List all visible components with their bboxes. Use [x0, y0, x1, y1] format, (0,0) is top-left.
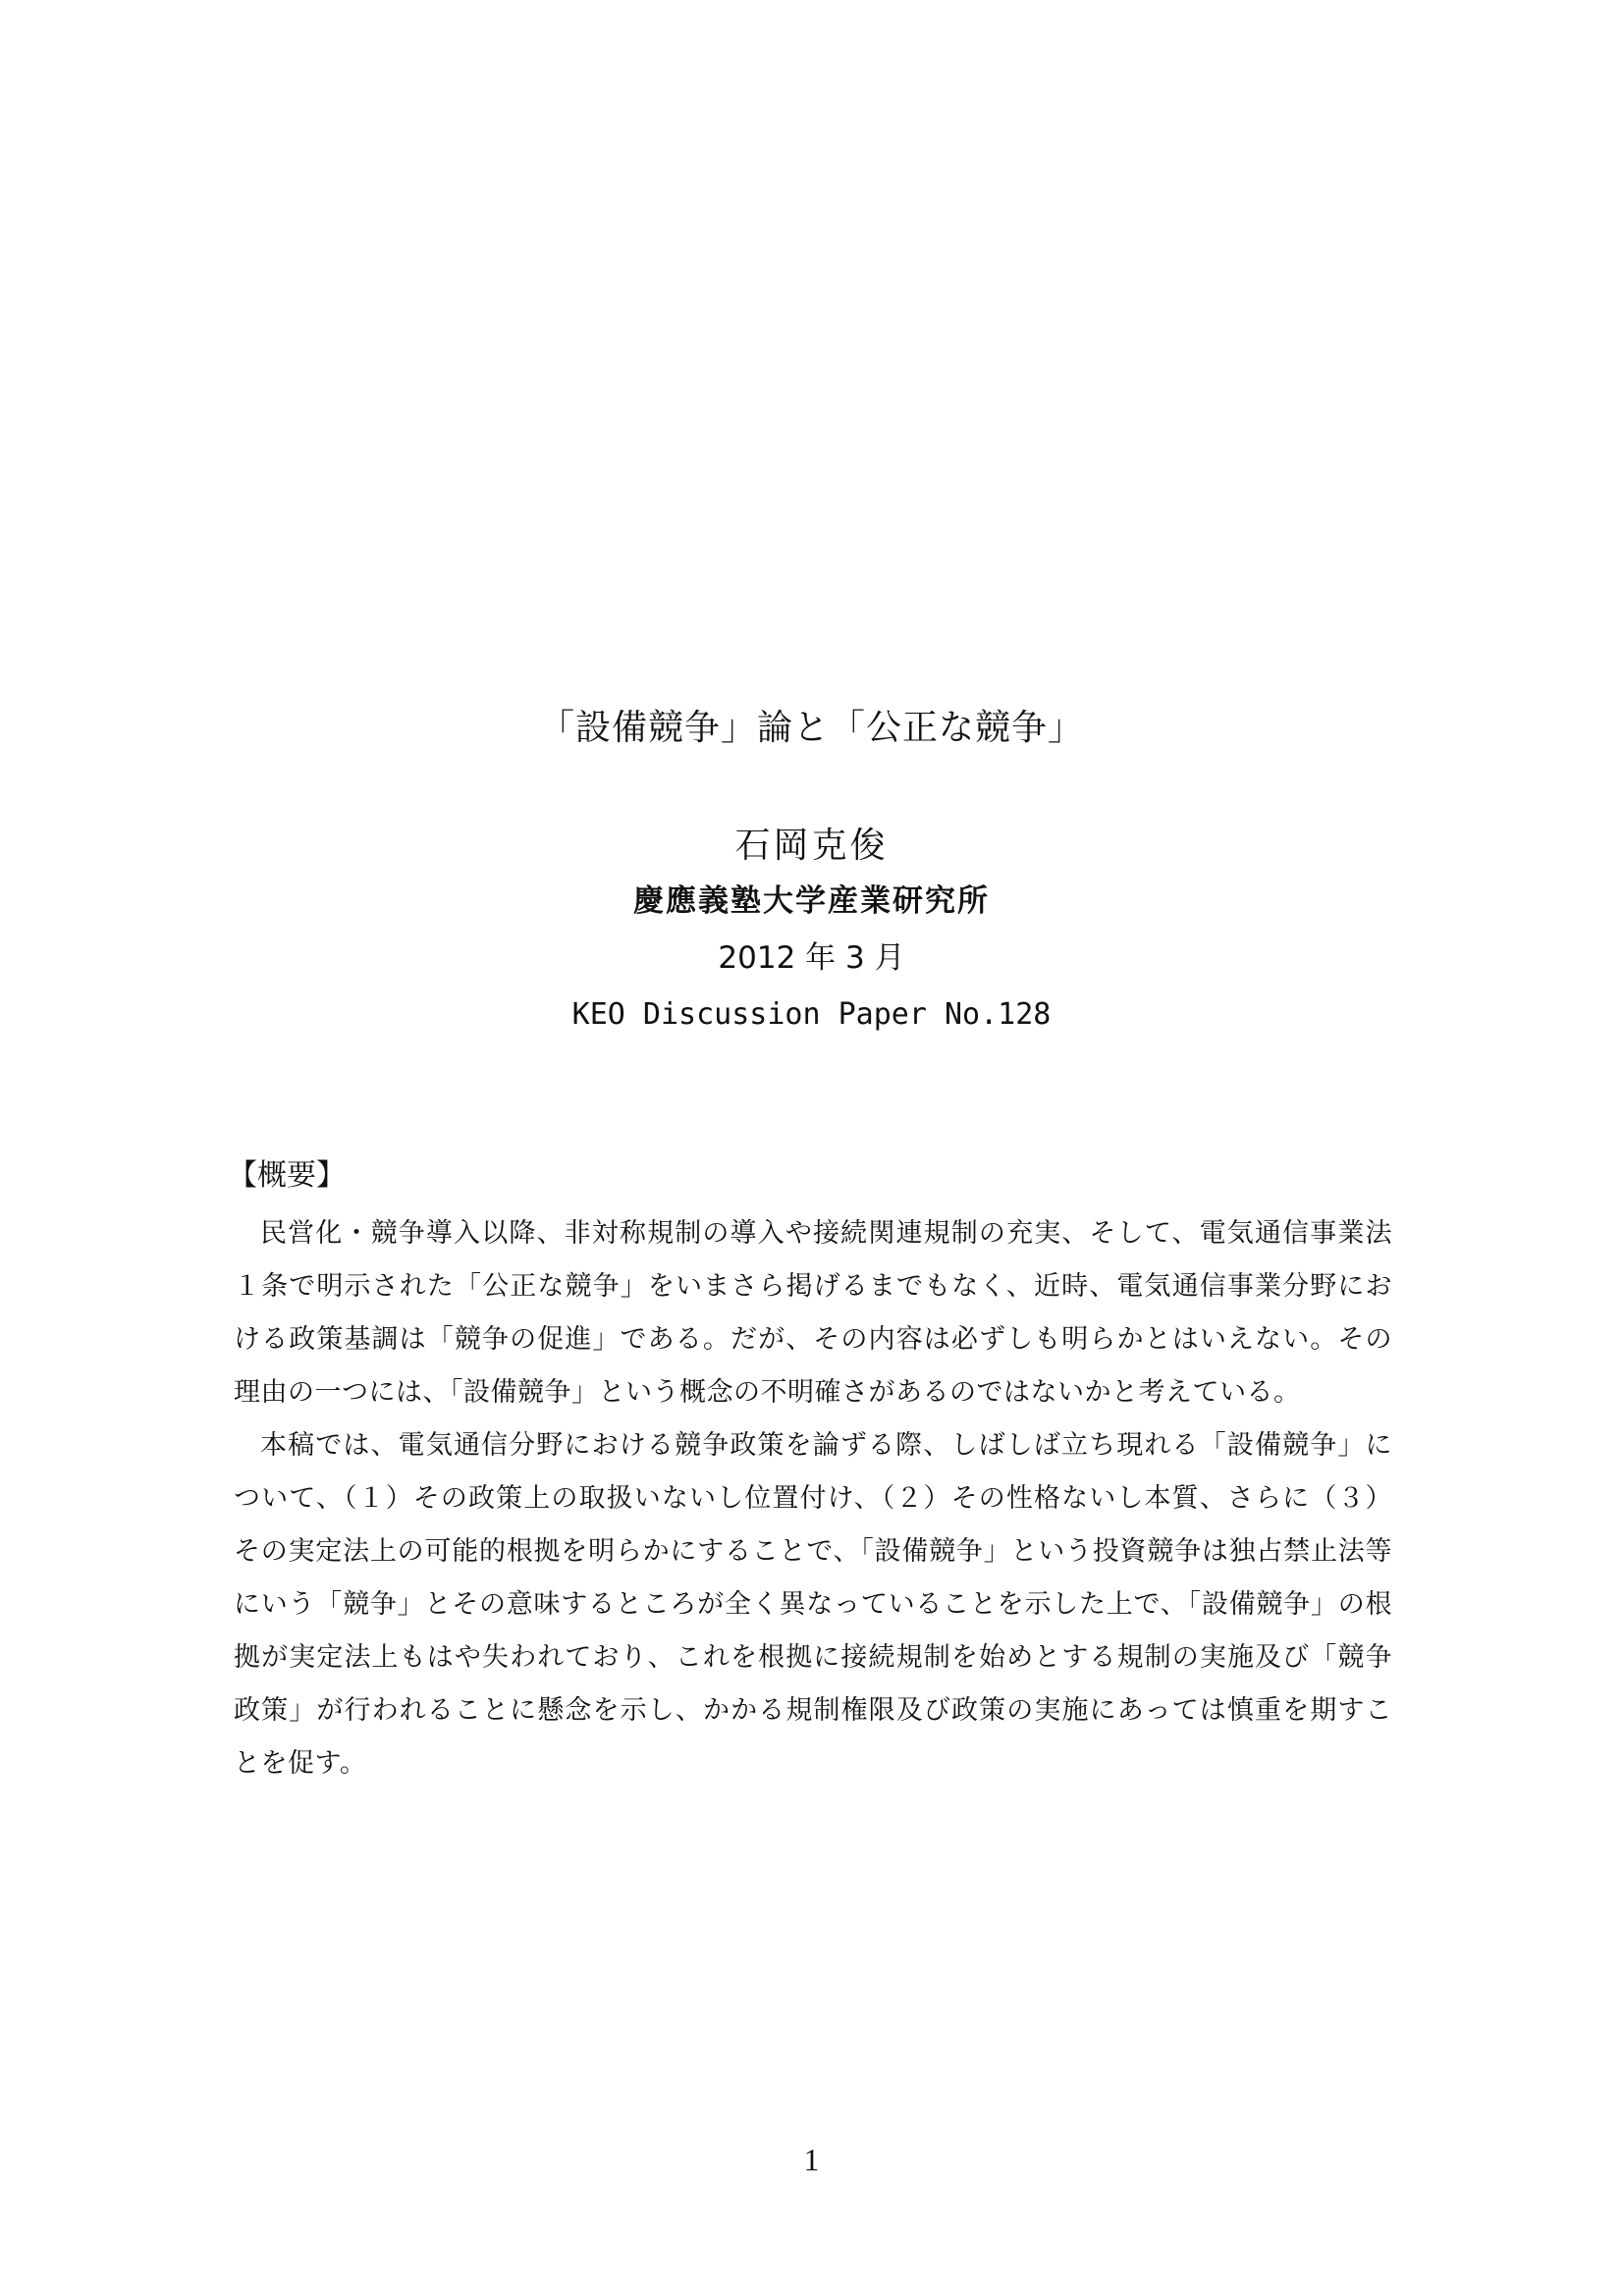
paper-title: 「設備競争」論と「公正な競争」	[538, 708, 1084, 748]
abstract-paragraph: 民営化・競争導入以降、非対称規制の導入や接続関連規制の充実、そして、電気通信事業法１条で明示された「公正な競争」をいまさら掲げるまでもなく、近時、電気通信事業分野における政策基調は「競争の促進」である。だが、その内容は必ずしも明らかとはいえない。その理由の一つには、「設備競争」という概念の不明確さがあるのではないかと考えている。	[234, 1218, 1392, 1408]
abstract-paragraph: 本稿では、電気通信分野における競争政策を論ずる際、しばしば立ち現れる「設備競争」について、（１）その政策上の取扱いないし位置付け、（２）その性格ないし本質、さらに（３）その実定法上の可能的根拠を明らかにすることで、「設備競争」という投資競争は独占禁止法等にいう「競争」とその意味するところが全く異なっていることを示した上で、「設備競争」の根拠が実定法上もはや失われており、これを根拠に接続規制を始めとする規制の実施及び「競争政策」が行われることに懸念を示し、かかる規制権限及び政策の実施にあっては慎重を期すことを促す。	[234, 1430, 1392, 1779]
paper-series-number: KEO Discussion Paper No.128	[571, 997, 1052, 1032]
author-name: 石岡克俊	[734, 826, 889, 866]
abstract-heading: 【概要】	[228, 1158, 346, 1193]
abstract-body	[234, 1207, 1392, 1790]
publication-date: 2012 年 3 月	[718, 940, 905, 976]
author-affiliation: 慶應義塾大学産業研究所	[633, 883, 990, 919]
page-number: 1	[803, 2142, 820, 2177]
